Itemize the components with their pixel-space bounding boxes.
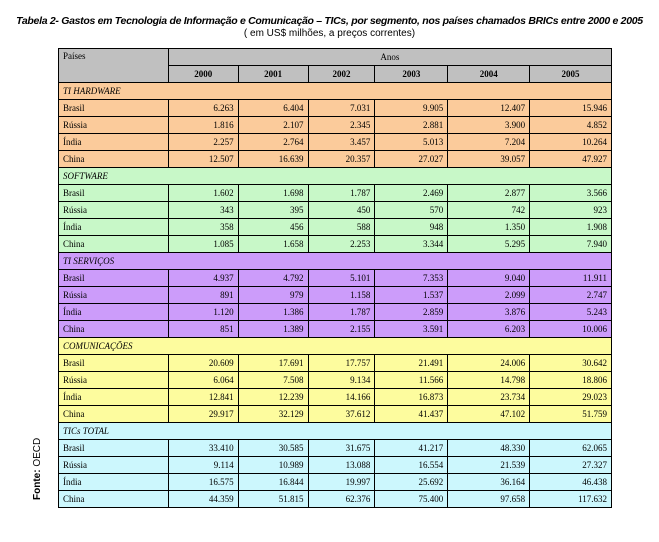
value-cell: 117.632 — [530, 491, 612, 508]
country-cell: Índia — [59, 389, 169, 406]
value-cell: 46.438 — [530, 474, 612, 491]
header-year: 2004 — [448, 66, 530, 83]
table-row — [59, 219, 612, 236]
country-cell: China — [59, 236, 169, 253]
value-cell: 979 — [238, 287, 308, 304]
value-cell: 1.389 — [238, 321, 308, 338]
table-row — [59, 491, 612, 508]
country-cell: Índia — [59, 304, 169, 321]
value-cell: 5.013 — [375, 134, 448, 151]
value-cell: 48.330 — [448, 440, 530, 457]
value-cell: 7.353 — [375, 270, 448, 287]
value-cell: 3.344 — [375, 236, 448, 253]
table-row — [59, 474, 612, 491]
value-cell: 10.264 — [530, 134, 612, 151]
value-cell: 36.164 — [448, 474, 530, 491]
value-cell: 18.806 — [530, 372, 612, 389]
value-cell: 25.692 — [375, 474, 448, 491]
country-cell: Rússia — [59, 117, 169, 134]
value-cell: 10.989 — [238, 457, 308, 474]
value-cell: 12.407 — [448, 100, 530, 117]
value-cell: 450 — [308, 202, 375, 219]
value-cell: 7.940 — [530, 236, 612, 253]
value-cell: 31.675 — [308, 440, 375, 457]
value-cell: 12.507 — [168, 151, 238, 168]
value-cell: 891 — [168, 287, 238, 304]
value-cell: 570 — [375, 202, 448, 219]
value-cell: 11.566 — [375, 372, 448, 389]
table-row — [59, 185, 612, 202]
value-cell: 9.134 — [308, 372, 375, 389]
country-cell: Rússia — [59, 202, 169, 219]
value-cell: 97.658 — [448, 491, 530, 508]
header-years-group: Anos — [168, 49, 611, 66]
table-row — [59, 134, 612, 151]
value-cell: 2.764 — [238, 134, 308, 151]
country-cell: Índia — [59, 134, 169, 151]
value-cell: 1.787 — [308, 304, 375, 321]
value-cell: 6.404 — [238, 100, 308, 117]
value-cell: 1.350 — [448, 219, 530, 236]
section-row — [59, 253, 612, 270]
value-cell: 12.841 — [168, 389, 238, 406]
value-cell: 1.386 — [238, 304, 308, 321]
value-cell: 6.064 — [168, 372, 238, 389]
table-row — [59, 287, 612, 304]
value-cell: 39.057 — [448, 151, 530, 168]
value-cell: 21.491 — [375, 355, 448, 372]
value-cell: 2.469 — [375, 185, 448, 202]
value-cell: 19.997 — [308, 474, 375, 491]
section-row — [59, 423, 612, 440]
value-cell: 33.410 — [168, 440, 238, 457]
country-cell: Rússia — [59, 287, 169, 304]
value-cell: 2.099 — [448, 287, 530, 304]
value-cell: 47.102 — [448, 406, 530, 423]
value-cell: 47.927 — [530, 151, 612, 168]
value-cell: 5.243 — [530, 304, 612, 321]
country-cell: Brasil — [59, 440, 169, 457]
value-cell: 20.357 — [308, 151, 375, 168]
value-cell: 27.027 — [375, 151, 448, 168]
value-cell: 1.908 — [530, 219, 612, 236]
value-cell: 9.114 — [168, 457, 238, 474]
value-cell: 20.609 — [168, 355, 238, 372]
country-cell: Índia — [59, 219, 169, 236]
value-cell: 7.508 — [238, 372, 308, 389]
value-cell: 3.900 — [448, 117, 530, 134]
value-cell: 23.734 — [448, 389, 530, 406]
section-title: TI SERVIÇOS — [59, 253, 612, 270]
value-cell: 1.658 — [238, 236, 308, 253]
table-row — [59, 355, 612, 372]
value-cell: 2.747 — [530, 287, 612, 304]
table-row — [59, 457, 612, 474]
value-cell: 30.642 — [530, 355, 612, 372]
value-cell: 10.006 — [530, 321, 612, 338]
value-cell: 2.107 — [238, 117, 308, 134]
value-cell: 358 — [168, 219, 238, 236]
value-cell: 4.852 — [530, 117, 612, 134]
section-title: TICs TOTAL — [59, 423, 612, 440]
value-cell: 2.345 — [308, 117, 375, 134]
table-row — [59, 117, 612, 134]
value-cell: 343 — [168, 202, 238, 219]
value-cell: 14.798 — [448, 372, 530, 389]
value-cell: 11.911 — [530, 270, 612, 287]
value-cell: 2.155 — [308, 321, 375, 338]
value-cell: 5.101 — [308, 270, 375, 287]
header-row-group — [59, 49, 612, 66]
country-cell: Índia — [59, 474, 169, 491]
bric-ict-spending-table — [58, 48, 612, 508]
value-cell: 456 — [238, 219, 308, 236]
value-cell: 1.537 — [375, 287, 448, 304]
table-row — [59, 151, 612, 168]
table-title: Tabela 2- Gastos em Tecnologia de Informação e Comunicação – TICs, por segmento, nos países chamados BRICs entre 2000 e 2005 — [16, 15, 643, 27]
value-cell: 62.065 — [530, 440, 612, 457]
value-cell: 1.085 — [168, 236, 238, 253]
value-cell: 16.575 — [168, 474, 238, 491]
section-row — [59, 338, 612, 355]
value-cell: 3.457 — [308, 134, 375, 151]
value-cell: 1.158 — [308, 287, 375, 304]
value-cell: 24.006 — [448, 355, 530, 372]
value-cell: 1.120 — [168, 304, 238, 321]
value-cell: 9.905 — [375, 100, 448, 117]
table-body — [59, 83, 612, 508]
value-cell: 7.031 — [308, 100, 375, 117]
header-year: 2000 — [168, 66, 238, 83]
table-subtitle: ( em US$ milhões, a preços correntes) — [243, 28, 416, 39]
value-cell: 1.816 — [168, 117, 238, 134]
value-cell: 2.253 — [308, 236, 375, 253]
value-cell: 13.088 — [308, 457, 375, 474]
table-row — [59, 202, 612, 219]
value-cell: 6.203 — [448, 321, 530, 338]
country-cell: Rússia — [59, 372, 169, 389]
section-row — [59, 168, 612, 185]
value-cell: 1.698 — [238, 185, 308, 202]
value-cell: 742 — [448, 202, 530, 219]
table-row — [59, 389, 612, 406]
value-cell: 30.585 — [238, 440, 308, 457]
value-cell: 9.040 — [448, 270, 530, 287]
value-cell: 27.327 — [530, 457, 612, 474]
value-cell: 16.873 — [375, 389, 448, 406]
section-title: COMUNICAÇÕES — [59, 338, 612, 355]
value-cell: 41.217 — [375, 440, 448, 457]
value-cell: 29.917 — [168, 406, 238, 423]
value-cell: 17.757 — [308, 355, 375, 372]
value-cell: 14.166 — [308, 389, 375, 406]
value-cell: 51.759 — [530, 406, 612, 423]
section-title: TI HARDWARE — [59, 83, 612, 100]
value-cell: 851 — [168, 321, 238, 338]
value-cell: 62.376 — [308, 491, 375, 508]
value-cell: 1.787 — [308, 185, 375, 202]
value-cell: 16.554 — [375, 457, 448, 474]
table-row — [59, 236, 612, 253]
value-cell: 3.566 — [530, 185, 612, 202]
section-row — [59, 83, 612, 100]
value-cell: 7.204 — [448, 134, 530, 151]
table-row — [59, 270, 612, 287]
value-cell: 44.359 — [168, 491, 238, 508]
header-year: 2003 — [375, 66, 448, 83]
value-cell: 2.877 — [448, 185, 530, 202]
header-year: 2002 — [308, 66, 375, 83]
value-cell: 16.639 — [238, 151, 308, 168]
source-label: Fonte: — [32, 469, 43, 500]
value-cell: 51.815 — [238, 491, 308, 508]
value-cell: 2.881 — [375, 117, 448, 134]
value-cell: 21.539 — [448, 457, 530, 474]
value-cell: 16.844 — [238, 474, 308, 491]
value-cell: 1.602 — [168, 185, 238, 202]
value-cell: 4.937 — [168, 270, 238, 287]
country-cell: Rússia — [59, 457, 169, 474]
value-cell: 2.859 — [375, 304, 448, 321]
country-cell: Brasil — [59, 270, 169, 287]
country-cell: China — [59, 151, 169, 168]
table-row — [59, 372, 612, 389]
header-year: 2005 — [530, 66, 612, 83]
country-cell: China — [59, 321, 169, 338]
table-row — [59, 321, 612, 338]
source-value: OECD — [32, 437, 43, 467]
country-cell: China — [59, 491, 169, 508]
value-cell: 5.295 — [448, 236, 530, 253]
value-cell: 15.946 — [530, 100, 612, 117]
value-cell: 3.591 — [375, 321, 448, 338]
table-row — [59, 304, 612, 321]
value-cell: 948 — [375, 219, 448, 236]
value-cell: 923 — [530, 202, 612, 219]
value-cell: 75.400 — [375, 491, 448, 508]
table-row — [59, 406, 612, 423]
value-cell: 3.876 — [448, 304, 530, 321]
value-cell: 32.129 — [238, 406, 308, 423]
table-row — [59, 440, 612, 457]
value-cell: 2.257 — [168, 134, 238, 151]
header-year: 2001 — [238, 66, 308, 83]
value-cell: 37.612 — [308, 406, 375, 423]
value-cell: 395 — [238, 202, 308, 219]
value-cell: 588 — [308, 219, 375, 236]
table-row — [59, 100, 612, 117]
value-cell: 12.239 — [238, 389, 308, 406]
header-countries: Países — [59, 49, 169, 83]
value-cell: 41.437 — [375, 406, 448, 423]
source-note — [32, 438, 43, 500]
value-cell: 17.691 — [238, 355, 308, 372]
country-cell: Brasil — [59, 100, 169, 117]
country-cell: Brasil — [59, 355, 169, 372]
value-cell: 4.792 — [238, 270, 308, 287]
value-cell: 29.023 — [530, 389, 612, 406]
section-title: SOFTWARE — [59, 168, 612, 185]
value-cell: 6.263 — [168, 100, 238, 117]
country-cell: Brasil — [59, 185, 169, 202]
country-cell: China — [59, 406, 169, 423]
